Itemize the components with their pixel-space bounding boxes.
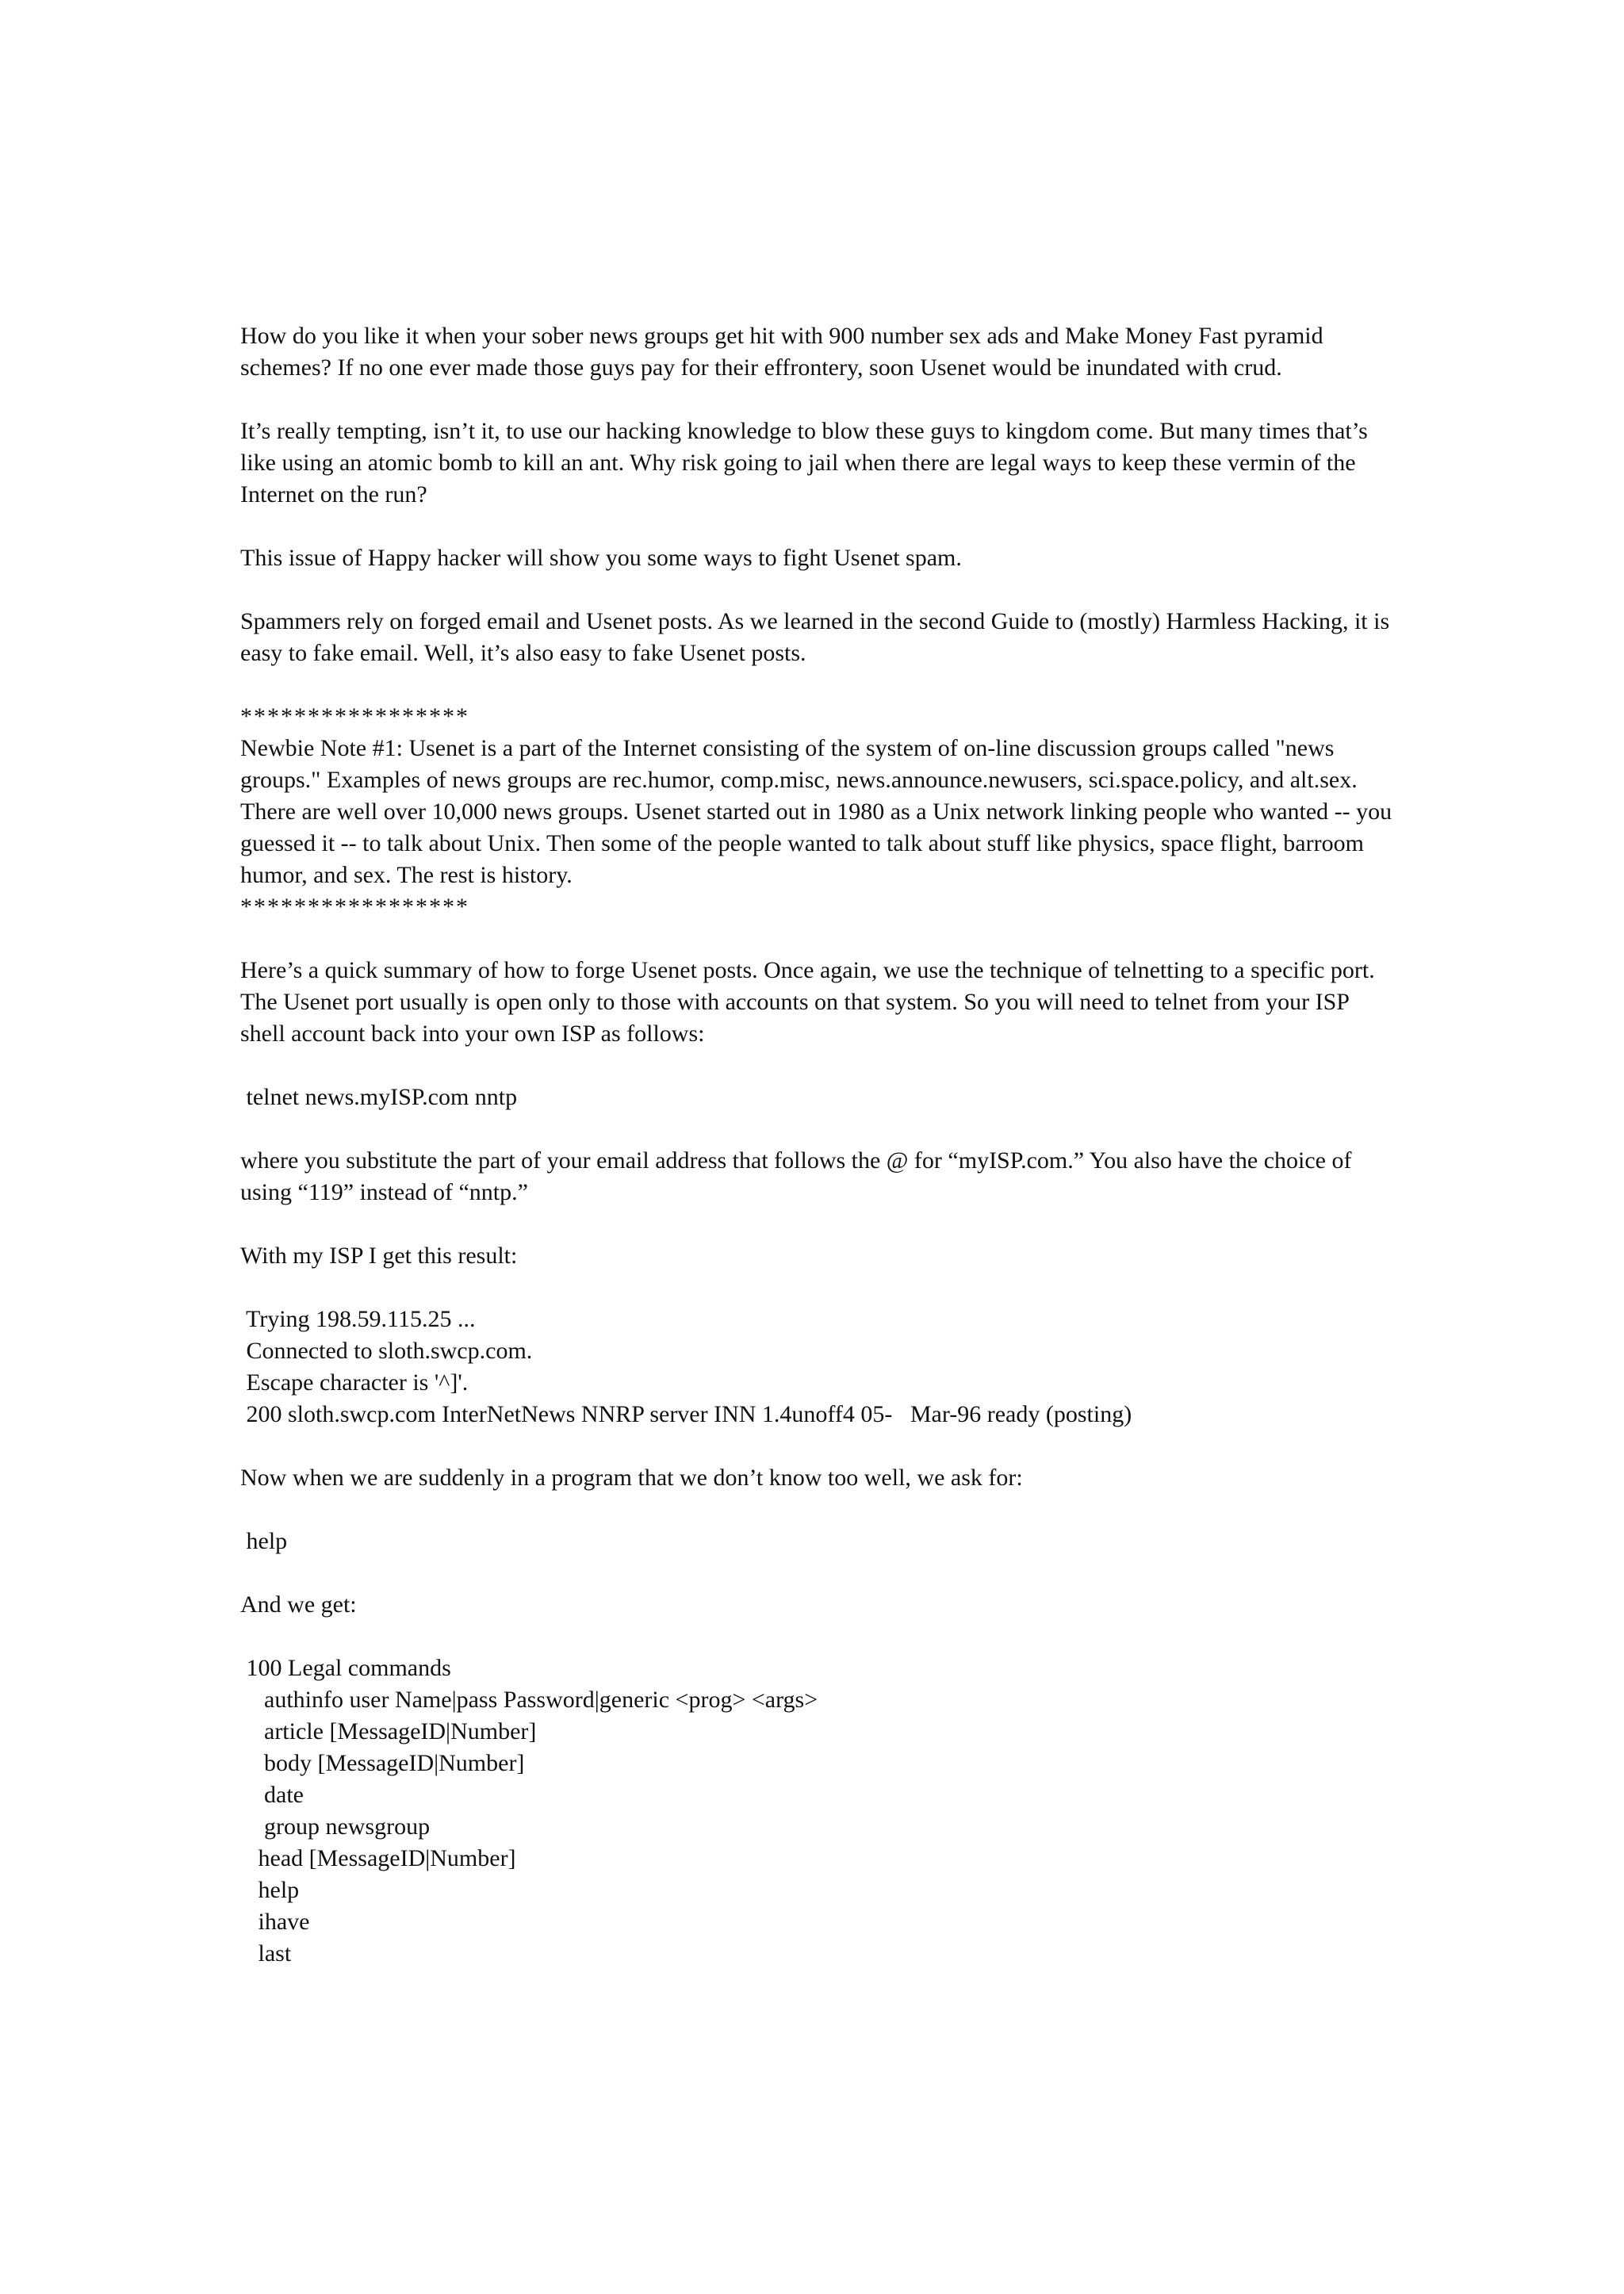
paragraph-temptation: It’s really tempting, isn’t it, to use our hacking knowledge to blow these guys to kingdom come. But many times that’s like using an atomic bomb to kill an ant. Why risk going to jail when there are legal ways to keep these vermin of the Internet on the run? bbox=[240, 418, 1368, 507]
command-line: ihave bbox=[240, 1909, 310, 1935]
command-line: 100 Legal commands bbox=[240, 1655, 451, 1681]
paragraph-help-intro: Now when we are suddenly in a program that we don’t know too well, we ask for: bbox=[240, 1465, 1023, 1491]
note-separator-bottom: ***************** bbox=[240, 894, 469, 920]
command-line: help bbox=[240, 1877, 300, 1903]
command-line: body [MessageID|Number] bbox=[240, 1750, 525, 1776]
result-line: Trying 198.59.115.25 ... bbox=[240, 1306, 476, 1332]
command-line: last bbox=[240, 1940, 292, 1967]
note-text: Newbie Note #1: Usenet is a part of the Internet consisting of the system of on-line discussion groups called "news groups." Examples of news groups are rec.humor, comp.misc, news.announce.newusers, sci.space.policy, and alt.sex. There are well over 10,000 news groups. Usenet started out in 1980 as a Unix network linking people who wanted -- you guessed it -- to talk about Unix. Then some of the people wanted to talk about stuff like physics, space flight, barroom humor, and sex. The rest is history. bbox=[240, 735, 1392, 888]
paragraph-spam-intro: How do you like it when your sober news groups get hit with 900 number sex ads and Make Money Fast pyramid schemes? If no one ever made those guys pay for their effrontery, soon Usenet would be inundated with crud. bbox=[240, 323, 1323, 381]
note-separator-top: ***************** bbox=[240, 703, 469, 730]
legal-commands-list bbox=[240, 1653, 1398, 1970]
paragraph-issue-topic: This issue of Happy hacker will show you some ways to fight Usenet spam. bbox=[240, 545, 962, 571]
command-line: article [MessageID|Number] bbox=[240, 1718, 537, 1744]
telnet-command: telnet news.myISP.com nntp bbox=[240, 1084, 518, 1110]
result-line: Escape character is '^]'. bbox=[240, 1369, 469, 1396]
paragraph-summary: Here’s a quick summary of how to forge Usenet posts. Once again, we use the technique of telnetting to a specific port. The Usenet port usually is open only to those with accounts on that system. So you will need to telnet from your ISP shell account back into your own ISP as follows: bbox=[240, 957, 1375, 1047]
newbie-note bbox=[240, 701, 1398, 923]
document-body bbox=[240, 320, 1398, 1970]
paragraph-forged-posts: Spammers rely on forged email and Usenet posts. As we learned in the second Guide to (mostly) Harmless Hacking, it is easy to fake email. Well, it’s also easy to fake Usenet posts. bbox=[240, 608, 1390, 666]
result-line: Connected to sloth.swcp.com. bbox=[240, 1338, 533, 1364]
paragraph-substitute: where you substitute the part of your email address that follows the @ for “myISP.com.” You also have the choice of using “119” instead of “nntp.” bbox=[240, 1147, 1352, 1205]
command-line: head [MessageID|Number] bbox=[240, 1845, 516, 1871]
command-line: group newsgroup bbox=[240, 1813, 431, 1840]
paragraph-get-intro: And we get: bbox=[240, 1591, 357, 1618]
help-command-block bbox=[240, 1526, 1398, 1557]
help-command: help bbox=[240, 1528, 288, 1554]
connection-result bbox=[240, 1304, 1398, 1430]
command-line: authinfo user Name|pass Password|generic <prog> <args> bbox=[240, 1687, 818, 1713]
telnet-command-block bbox=[240, 1082, 1398, 1113]
command-line: date bbox=[240, 1782, 304, 1808]
paragraph-result-intro: With my ISP I get this result: bbox=[240, 1243, 518, 1269]
result-line: 200 sloth.swcp.com InterNetNews NNRP server INN 1.4unoff4 05- Mar-96 ready (posting) bbox=[240, 1401, 1132, 1427]
